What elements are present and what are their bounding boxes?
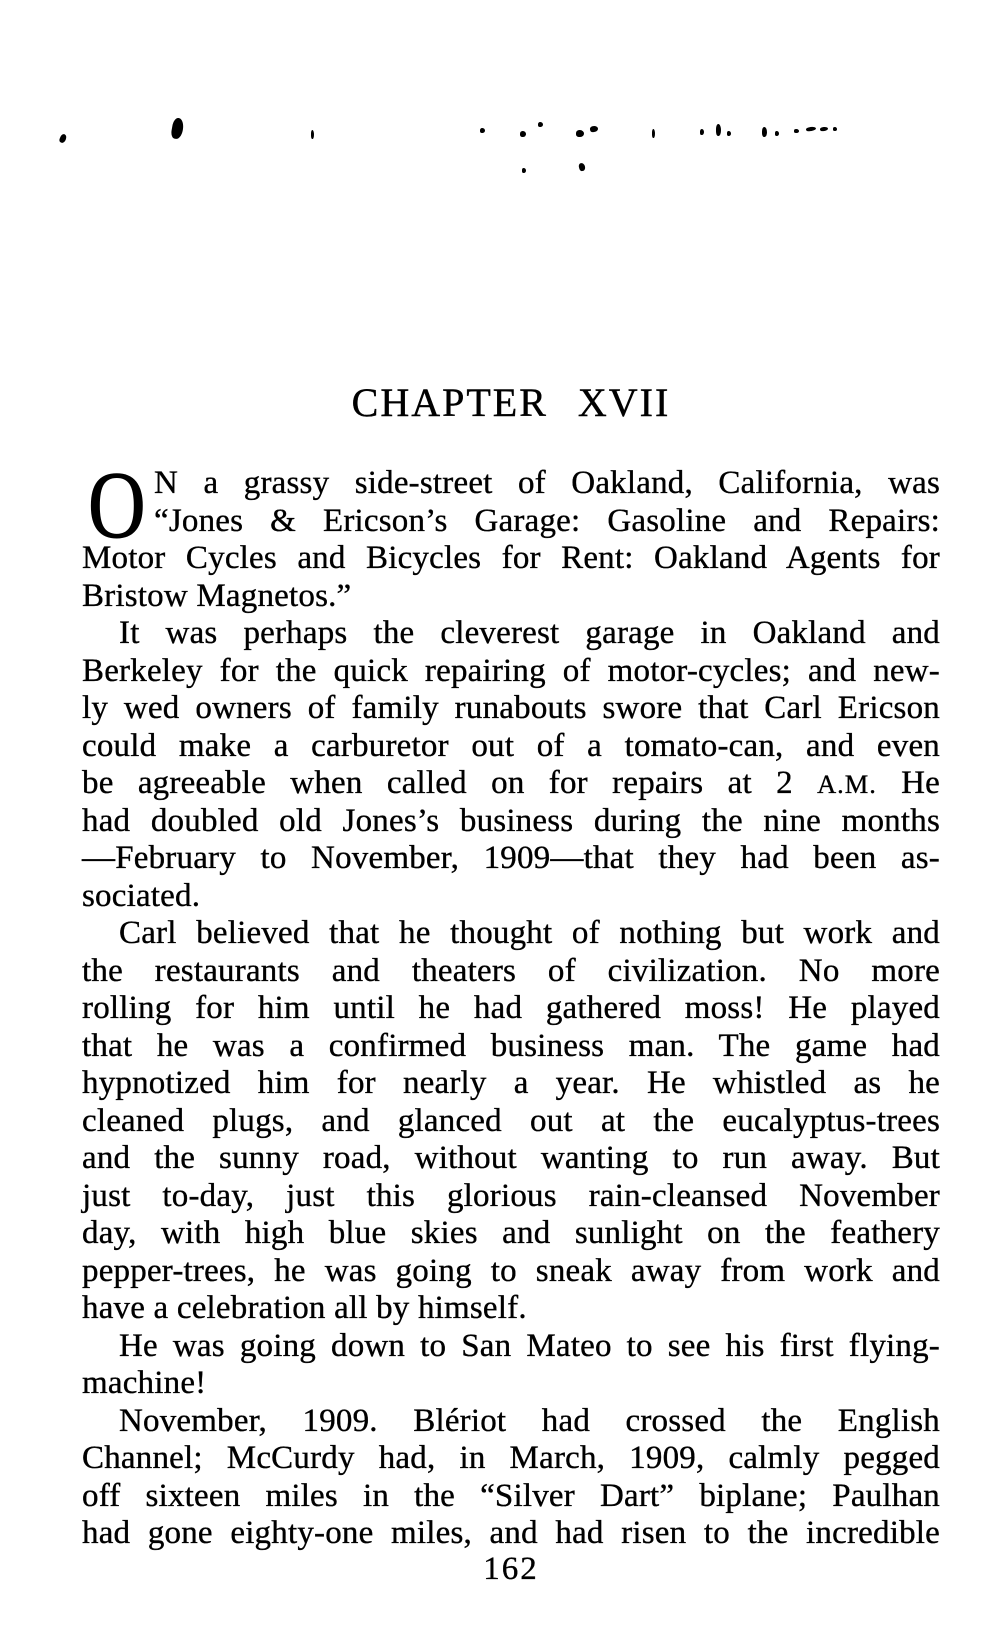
text-line: that he was a confirmed business man. The game had — [82, 1027, 940, 1064]
text-line: rolling for him until he had gathered moss! He played — [82, 990, 940, 1026]
paragraph — [82, 1328, 940, 1403]
text-line: November, 1909. Blériot had crossed the English — [119, 1402, 940, 1439]
ink-speck — [820, 126, 828, 131]
ink-speck — [716, 124, 721, 136]
ink-speck — [578, 162, 586, 171]
text-line: and the sunny road, without wanting to run away. But — [82, 1140, 940, 1176]
text-line: cleaned plugs, and glanced out at the eucalyptus-trees — [82, 1102, 940, 1139]
paragraph — [82, 615, 940, 915]
text-line: could make a carburetor out of a tomato-can, and even — [82, 727, 940, 764]
ink-speck — [522, 168, 526, 173]
small-caps-am: A.M. — [817, 769, 877, 799]
ink-speck — [480, 128, 485, 133]
text-line: Bristow Magnetos.” — [82, 577, 352, 614]
ink-speck — [170, 117, 184, 140]
ink-speck — [806, 126, 816, 131]
ink-speck — [762, 127, 767, 137]
text-line: —February to November, 1909—that they had been as- — [82, 840, 940, 876]
text-line: have a celebration all by himself. — [82, 1290, 527, 1326]
text-line: Berkeley for the quick repairing of motor-cycles; and new- — [82, 652, 940, 689]
ink-speck — [727, 131, 731, 136]
text-line: ly wed owners of family runabouts swore that Carl Ericson — [82, 690, 940, 726]
text-line: the restaurants and theaters of civilization. No more — [82, 952, 940, 989]
text-line: had doubled old Jones’s business during the nine months — [82, 802, 940, 839]
ink-speck — [700, 129, 704, 135]
paragraph — [82, 915, 940, 1328]
page-number: 162 — [483, 1551, 539, 1587]
text-line: “Jones & Ericson’s Garage: Gasoline and Repairs: — [154, 502, 940, 539]
text-line: Carl believed that he thought of nothing but work and — [119, 915, 940, 951]
ink-speck — [538, 122, 543, 127]
page-body-text — [82, 452, 940, 1553]
ink-speck — [775, 131, 779, 136]
text-line: machine! — [82, 1365, 207, 1401]
text-line: be agreeable when called on for repairs at 2 A.M. He — [82, 765, 940, 801]
ink-speck — [576, 130, 584, 137]
ink-speck — [58, 133, 67, 144]
text-line: sociated. — [82, 877, 201, 914]
text-line: Motor Cycles and Bicycles for Rent: Oakland Agents for — [82, 540, 940, 576]
ink-speck — [794, 129, 799, 133]
ink-speck — [590, 125, 599, 132]
text-line: hypnotized him for nearly a year. He whistled as he — [82, 1065, 940, 1101]
chapter-heading: CHAPTER XVII — [351, 380, 671, 425]
paragraph — [82, 452, 940, 615]
ink-speck — [652, 129, 655, 138]
text-line: It was perhaps the cleverest garage in Oakland and — [119, 615, 940, 651]
text-line: had gone eighty-one miles, and had risen to the incredible — [82, 1515, 940, 1551]
ink-speck — [520, 131, 526, 137]
text-line: pepper-trees, he was going to sneak away from work and — [82, 1252, 940, 1289]
text-line: day, with high blue skies and sunlight on the feathery — [82, 1215, 940, 1251]
text-line: just to-day, just this glorious rain-cleansed November — [82, 1177, 940, 1214]
text-line: He was going down to San Mateo to see his first flying- — [119, 1327, 940, 1364]
drop-cap-letter: O — [88, 452, 146, 558]
ink-speck — [833, 127, 837, 131]
ink-speck — [311, 130, 314, 139]
paragraph — [82, 1403, 940, 1553]
text-line: N a grassy side-street of Oakland, California, was — [154, 465, 940, 501]
text-line: off sixteen miles in the “Silver Dart” biplane; Paulhan — [82, 1477, 940, 1514]
text-line: Channel; McCurdy had, in March, 1909, calmly pegged — [82, 1440, 940, 1476]
